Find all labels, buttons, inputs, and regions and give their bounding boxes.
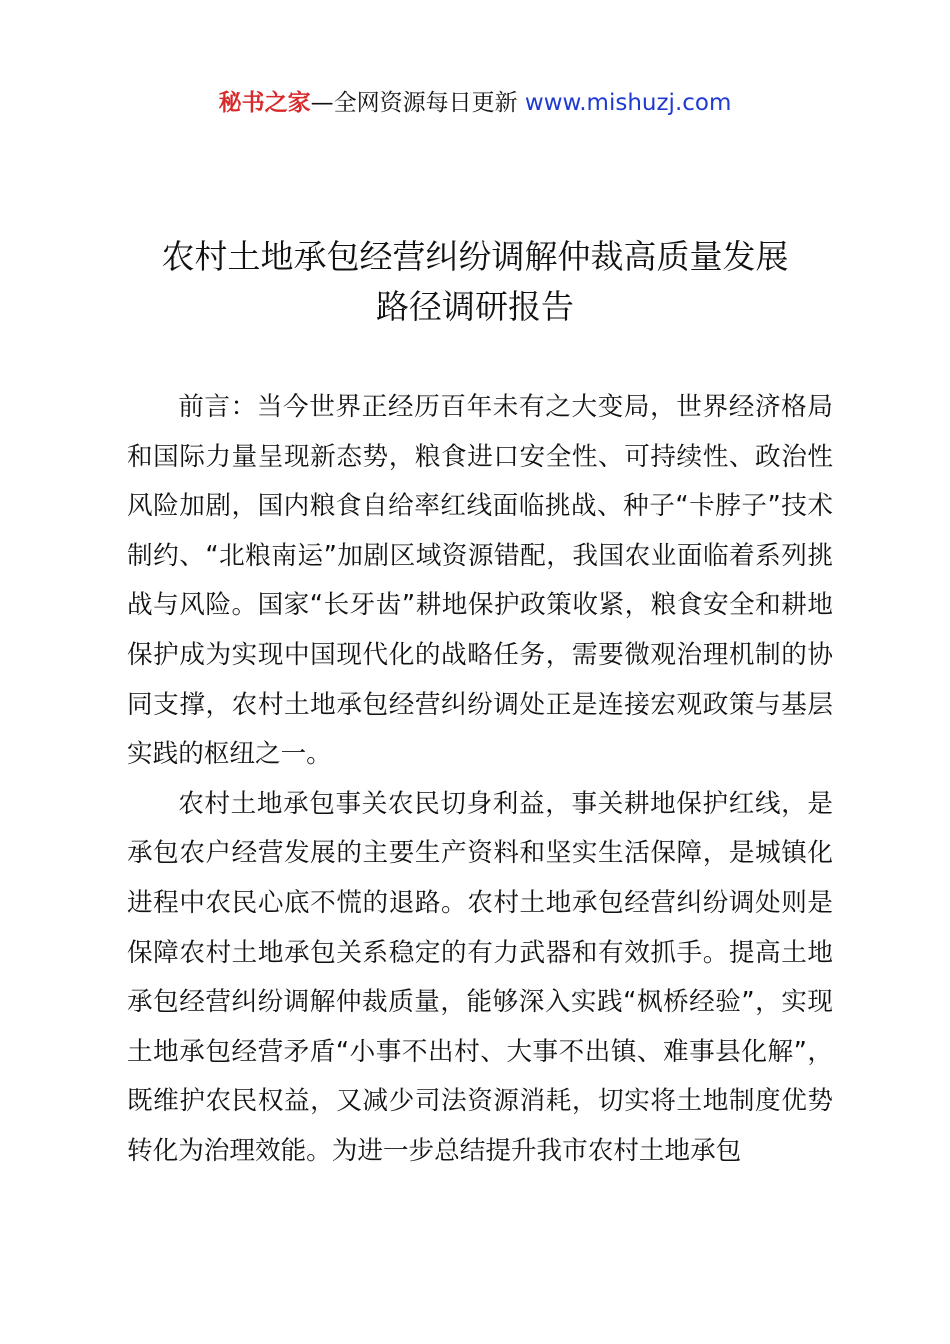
document-body <box>127 383 833 1177</box>
title-line-2: 路径调研报告 <box>376 287 574 326</box>
title-line-1: 农村土地承包经营纠纷调解仲裁高质量发展 <box>161 237 789 276</box>
paragraph-land-contract: 农村土地承包事关农民切身利益，事关耕地保护红线，是承包农户经营发展的主要生产资料和坚实生活保障，是城镇化进程中农民心底不慌的退路。农村土地承包经营纠纷调处则是保障农村土地承包关系稳定的有力武器和有效抓手。提高土地承包经营纠纷调解仲裁质量，能够深入实践“枫桥经验”，实现土地承包经营矛盾“小事不出村、大事不出镇、难事县化解”，既维护农民权益，又减少司法资源消耗，切实将土地制度优势转化为治理效能。为进一步总结提升我市农村土地承包 <box>127 788 833 1166</box>
document-title <box>95 232 855 332</box>
site-header <box>0 86 950 120</box>
paragraph-preface: 前言：当今世界正经历百年未有之大变局，世界经济格局和国际力量呈现新态势，粮食进口安全性、可持续性、政治性风险加剧，国内粮食自给率红线面临挑战、种子“卡脖子”技术制约、“北粮南运”加剧区域资源错配，我国农业面临着系列挑战与风险。国家“长牙齿”耕地保护政策收紧，粮食安全和耕地保护成为实现中国现代化的战略任务，需要微观治理机制的协同支撑，农村土地承包经营纠纷调处正是连接宏观政策与基层实践的枢纽之一。 <box>127 392 833 770</box>
site-brand[interactable]: 秘书之家 <box>218 90 311 116</box>
site-url-link[interactable]: www.mishuzj.com <box>524 90 732 116</box>
site-tagline: —全网资源每日更新 <box>310 90 518 116</box>
